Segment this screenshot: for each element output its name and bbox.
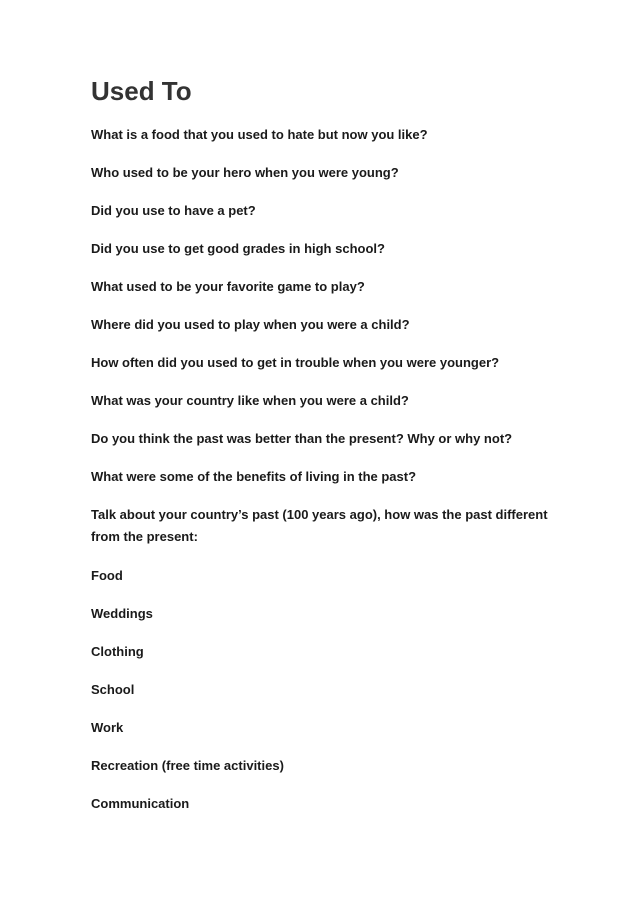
topic-school: School [91,682,135,697]
question-8: What was your country like when you were a child? [91,393,409,408]
question-5: What used to be your favorite game to play? [91,279,365,294]
topic-work: Work [91,720,124,735]
question-9: Do you think the past was better than the present? Why or why not? [91,431,513,446]
topic-communication: Communication [91,796,190,811]
question-3: Did you use to have a pet? [91,203,256,218]
page-title: Used To [91,76,192,106]
question-6: Where did you used to play when you were a child? [91,317,410,332]
topic-recreation: Recreation (free time activities) [91,758,284,773]
topic-clothing: Clothing [91,644,144,659]
question-10: What were some of the benefits of living in the past? [91,469,417,484]
question-1: What is a food that you used to hate but now you like? [91,127,428,142]
question-7: How often did you used to get in trouble when you were younger? [91,355,500,370]
question-2: Who used to be your hero when you were young? [91,165,399,180]
question-4: Did you use to get good grades in high school? [91,241,385,256]
question-11: Talk about your country’s past (100 years ago), how was the past different from the present: [91,507,548,544]
topic-weddings: Weddings [91,606,153,621]
topic-food: Food [91,568,123,583]
